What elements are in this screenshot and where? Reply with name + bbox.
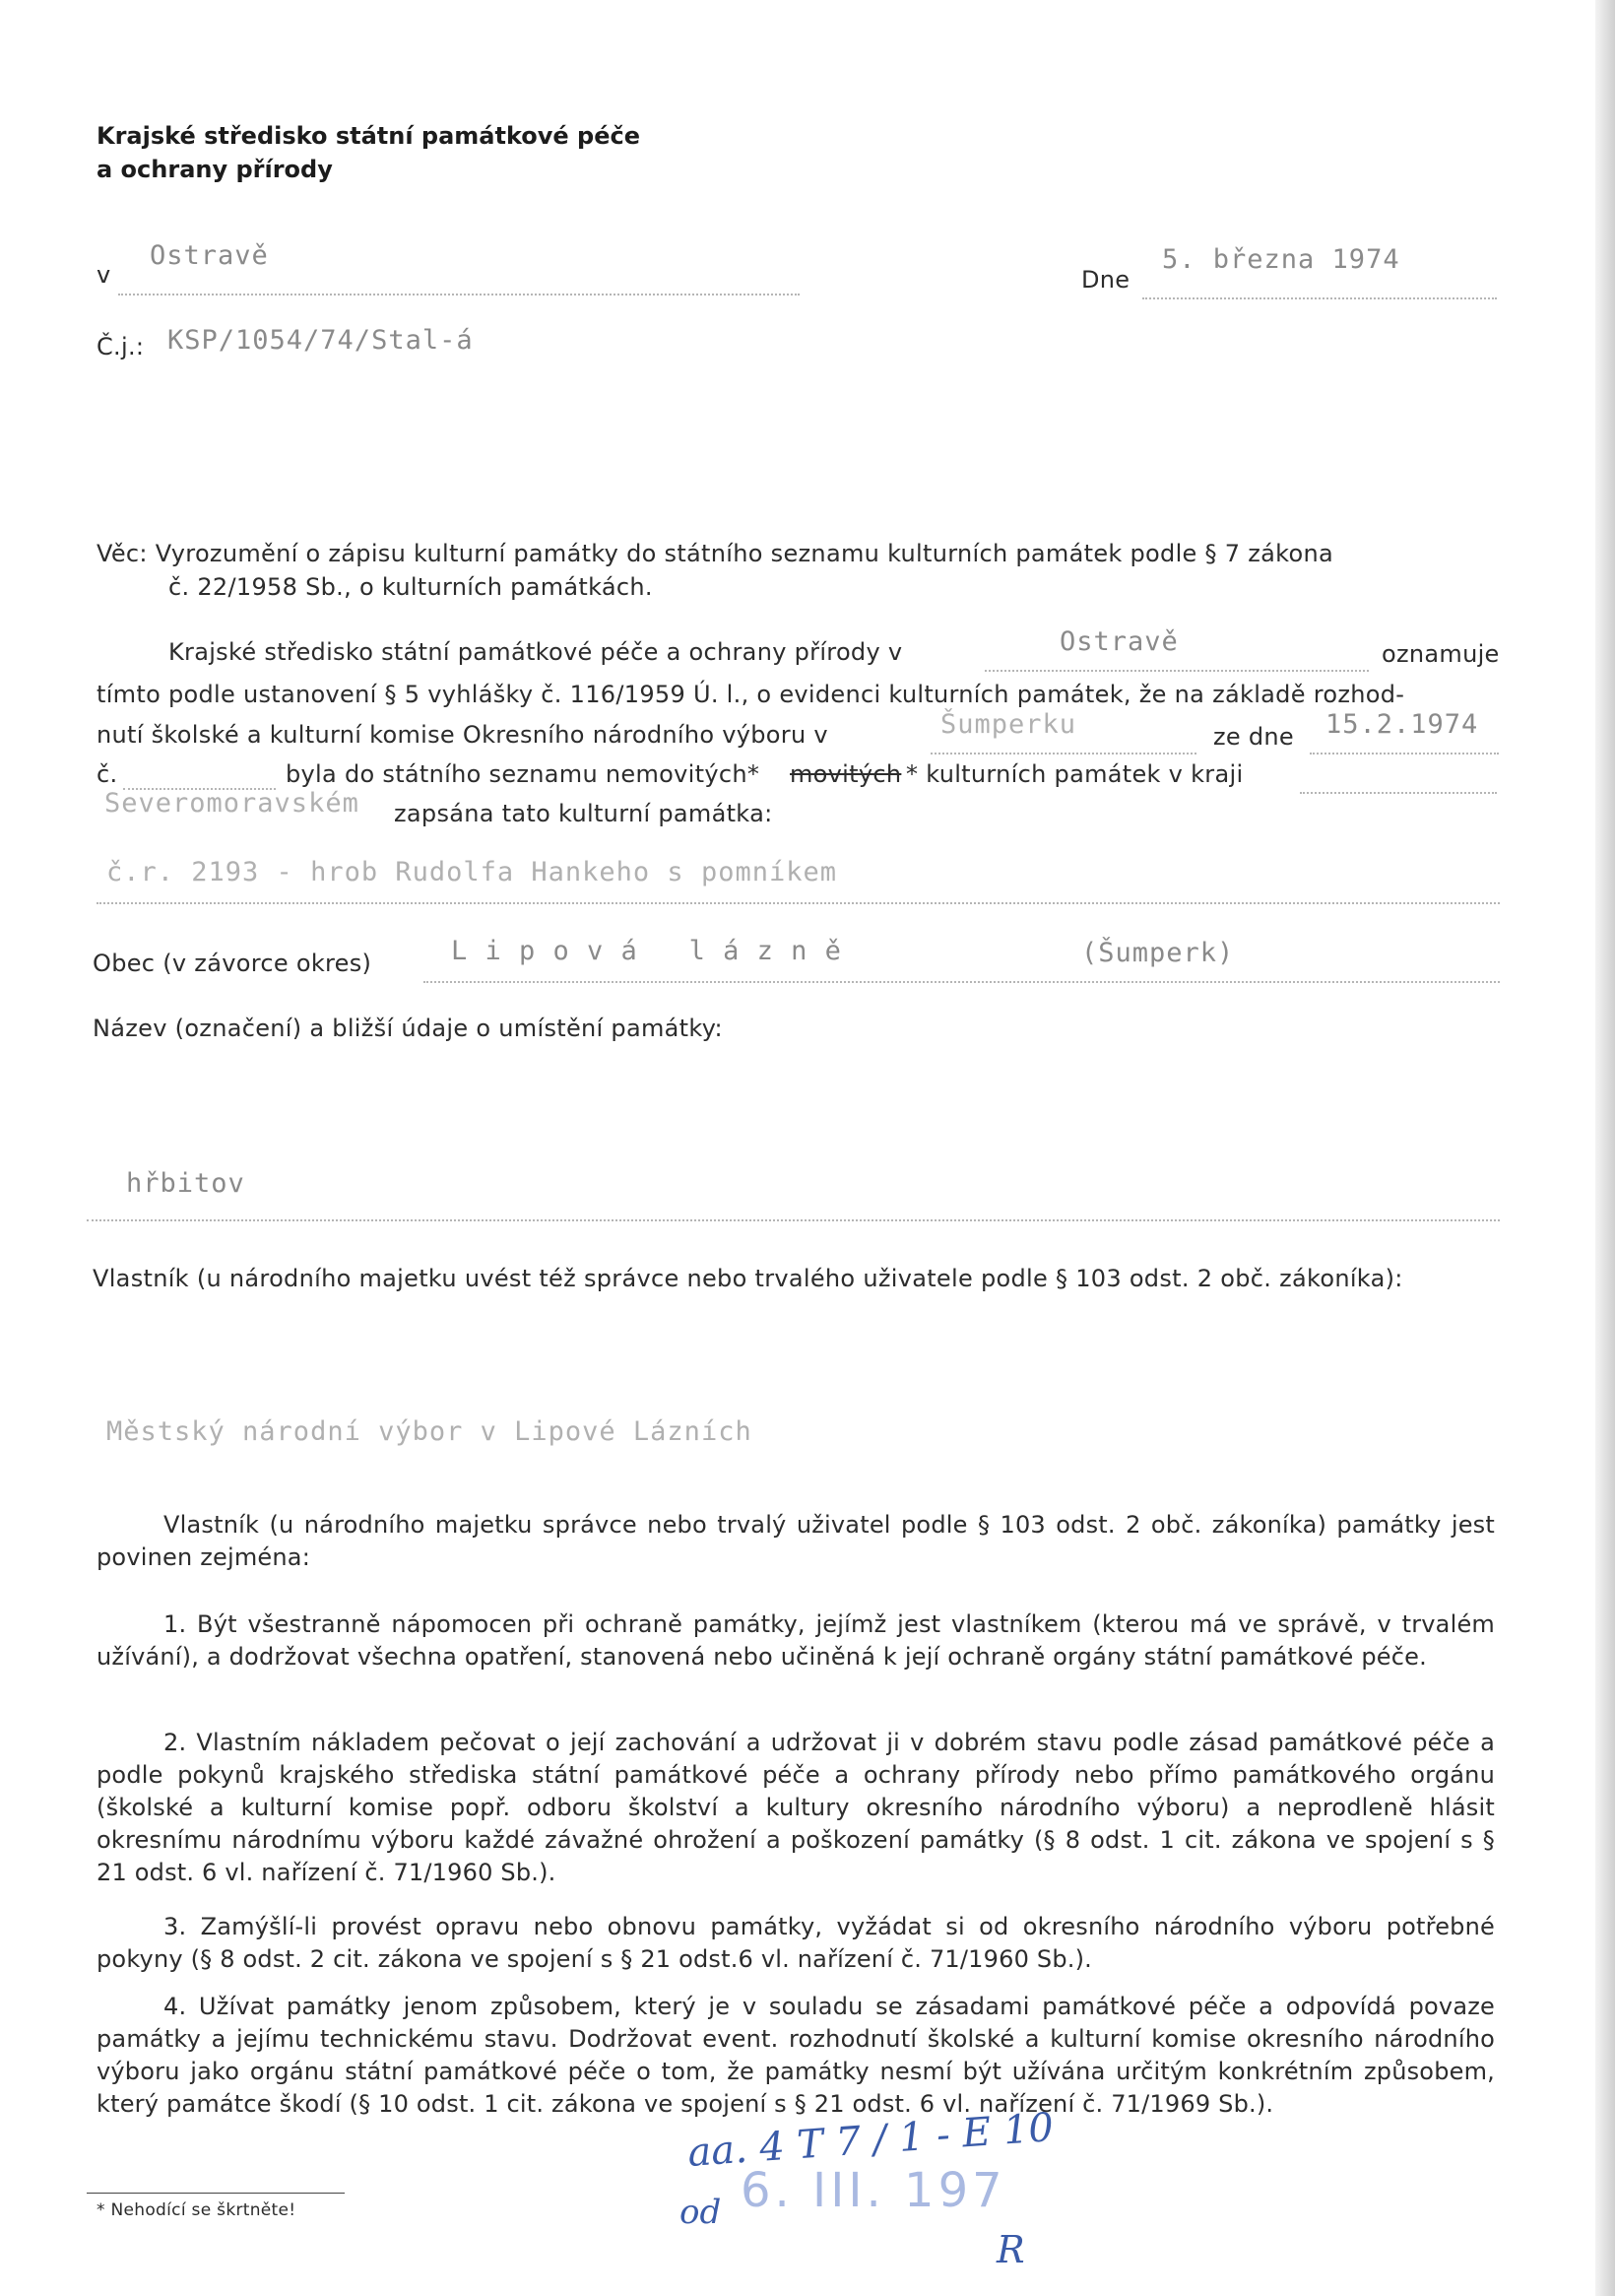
subject-line2: č. 22/1958 Sb., o kulturních památkách. [168, 573, 653, 601]
place-prefix: v [97, 261, 111, 289]
place-dotted-line [118, 294, 800, 295]
received-date-stamp: 6. III. 197 [741, 2163, 1006, 2218]
notice-line4-end-dots [1300, 792, 1497, 794]
footnote-rule [87, 2193, 345, 2194]
org-name-line2: a ochrany přírody [97, 156, 333, 183]
notice-line5-text: zapsána tato kulturní památka: [394, 800, 773, 827]
notice-line3-text: nutí školské a kulturní komise Okresního národního výboru v [97, 721, 828, 749]
municipality-value: L i p o v á l á z n ě [451, 936, 842, 966]
obligation-item-1: 1. Být všestranně nápomocen při ochraně památky, jejímž jest vlastníkem (kterou má ve správě, v trvalém užívání), a dodržovat všechna opatření, stanovená nebo učiněná k její ochraně orgány státní památkové péče. [97, 1610, 1495, 1671]
footnote: * Nehodící se škrtněte! [97, 2200, 296, 2220]
obligation-item-4: 4. Užívat památky jenom způsobem, který je v souladu se zásadami památkové péče a odpovídá povaze památky a jejímu technickému stavu. Dodržovat event. rozhodnutí školské a kulturní komise okresního národního výboru jako orgánu státní památkové péče o tom, že památky nesmí být užívána určitým konkrétním způsobem, který památce škodí (§ 10 odst. 1 cit. zákona ve spojení s § 21 odst. 6 vl. nařízení č. 71/1969 Sb.). [97, 1993, 1495, 2118]
date-label: Dne [1081, 266, 1130, 294]
notice-line3-fill: Šumperku [940, 709, 1077, 740]
monument-record: č.r. 2193 - hrob Rudolfa Hankeho s pomníkem [106, 857, 837, 887]
obligations-intro: Vlastník (u národního majetku správce nebo trvalý uživatel podle § 103 odst. 2 obč. zákoníka) památky jest povinen zejména: [97, 1511, 1495, 1571]
handwritten-initials-right: R [997, 2228, 1025, 2271]
org-name-line1: Krajské středisko státní památkové péče [97, 122, 640, 150]
notice-line3-date-dots [1310, 753, 1499, 754]
handwritten-reference: aa. 4 T 7 / 1 - E 10 [685, 2105, 1056, 2176]
owner-value: Městský národní výbor v Lipové Lázních [106, 1416, 752, 1447]
notice-line4-b: byla do státního seznamu nemovitých* [286, 760, 760, 788]
obligation-item-2: 2. Vlastním nákladem pečovat o její zachování a udržovat ji v dobrém stavu podle zásad památkové péče a podle pokynů krajského střediska státní památkové péče a ochrany přírody nebo přímo památkového orgánu (školské a kulturní komise popř. odboru školství a kultury okresního národního výboru) a neprodleně hlásit okresnímu národnímu výboru každé závažné ohrožení a poškození památky (§ 8 odst. 1 cit. zákona ve spojení s § 21 odst. 6 vl. nařízení č. 71/1960 Sb.). [97, 1729, 1495, 1886]
notice-line4-a: č. [97, 760, 118, 788]
notice-line1-end: oznamuje [1382, 640, 1500, 668]
municipality-dots [423, 981, 1500, 983]
date-dotted-line [1142, 297, 1497, 299]
notice-line1-text: Krajské středisko státní památkové péče a ochrany přírody v [168, 638, 903, 666]
notice-line1-dots [985, 670, 1369, 672]
name-value: hřbitov [126, 1168, 245, 1199]
municipality-district: (Šumperk) [1081, 938, 1235, 968]
date-value: 5. března 1974 [1162, 244, 1400, 275]
name-label: Název (označení) a bližší údaje o umístění památky: [93, 1015, 723, 1042]
owner-label: Vlastník (u národního majetku uvést též správce nebo trvalého uživatele podle § 103 odst. 2 obč. zákoníka): [93, 1265, 1403, 1292]
subject-line1: Věc: Vyrozumění o zápisu kulturní památky do státního seznamu kulturních památek podle § 7 zákona [97, 540, 1334, 567]
obligation-item-3: 3. Zamýšlí-li provést opravu nebo obnovu památky, vyžádat si od okresního národního výboru potřebné pokyny (§ 8 odst. 2 cit. zákona ve spojení s § 21 odst.6 vl. nařízení č. 71/1960 Sb.). [97, 1913, 1495, 1973]
page-edge [1595, 0, 1615, 2296]
notice-line5-region: Severomoravském [104, 788, 359, 819]
handwritten-initials-left: od [679, 2193, 722, 2232]
notice-line2: tímto podle ustanovení § 5 vyhlášky č. 116/1959 Ú. l., o evidenci kulturních památek, že na základě rozhod- [97, 681, 1405, 708]
notice-line4-strike: movitých [790, 760, 902, 788]
ref-value: KSP/1054/74/Stal-á [167, 325, 474, 356]
notice-line3-mid: ze dne [1213, 723, 1295, 751]
notice-line1-fill: Ostravě [1060, 626, 1179, 657]
ref-label: Č.j.: [97, 333, 145, 361]
notice-line4-c: * kulturních památek v kraji [906, 760, 1244, 788]
municipality-label: Obec (v závorce okres) [93, 950, 372, 977]
place-value: Ostravě [150, 240, 269, 271]
notice-line3-date: 15.2.1974 [1325, 709, 1479, 740]
monument-dots [97, 902, 1500, 904]
notice-line3-dots [931, 753, 1196, 754]
name-dots [87, 1219, 1500, 1221]
